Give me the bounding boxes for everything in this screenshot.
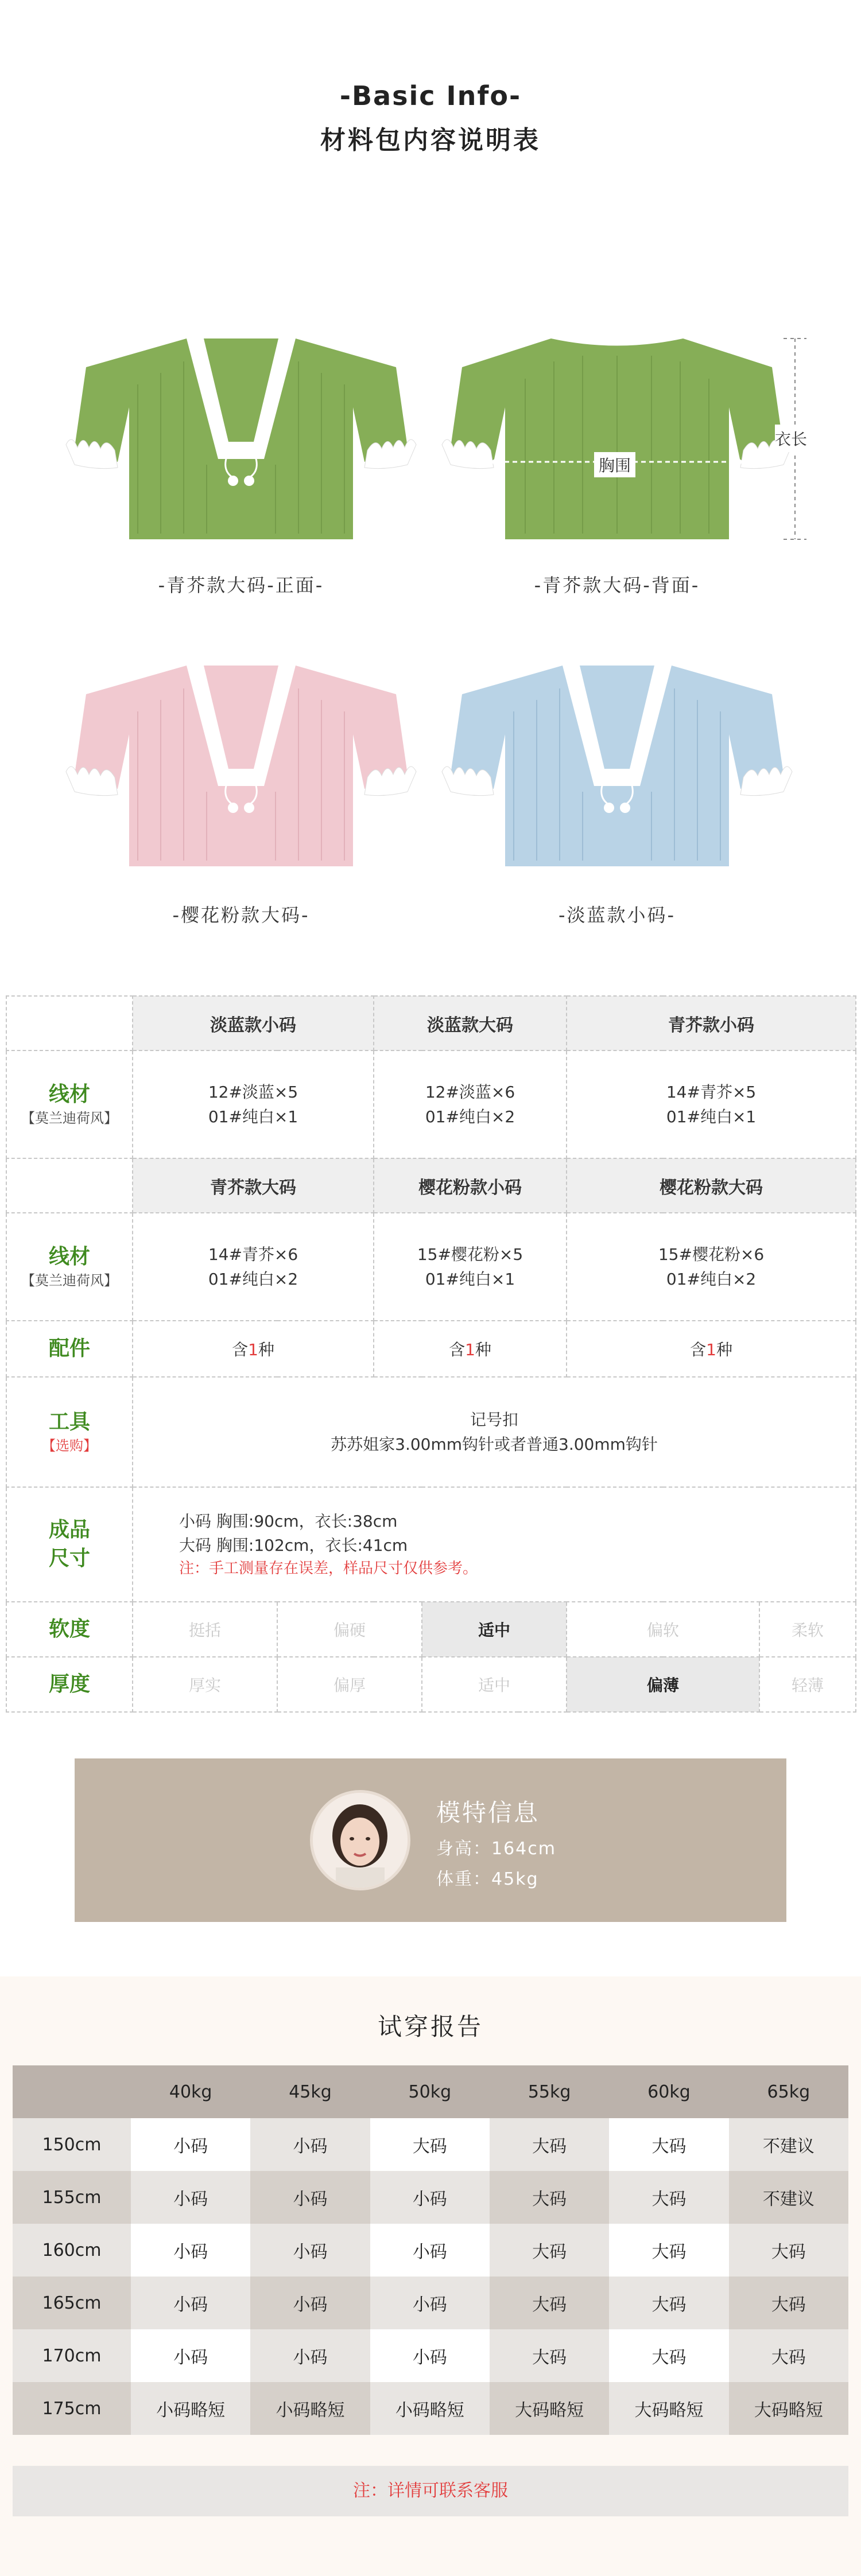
yarn-value: 15#樱花粉×6: [658, 1244, 765, 1264]
thickness-option: 轻薄: [759, 1657, 856, 1712]
size-cell: 大码: [609, 2277, 728, 2329]
accessory-text: 含: [232, 1340, 249, 1359]
fitting-header-row: [13, 2065, 848, 2118]
height-label: 160cm: [13, 2224, 131, 2277]
size-cell: 不建议: [729, 2171, 848, 2224]
size-cell: 大码略短: [729, 2382, 848, 2435]
size-cell: 大码略短: [609, 2382, 728, 2435]
yarn-value: 01#纯白×1: [666, 1107, 757, 1126]
accessory-text: 含: [449, 1340, 466, 1359]
size-label: 尺寸: [48, 1547, 90, 1570]
size-cell: 小码: [250, 2329, 370, 2382]
size-cell: 大码: [729, 2224, 848, 2277]
yarn-value: 01#纯白×1: [208, 1107, 298, 1126]
yarn-value: 14#青芥×5: [666, 1082, 757, 1102]
yarn-value: 01#纯白×1: [425, 1270, 515, 1289]
fitting-row: [13, 2382, 848, 2435]
garment-blue: [439, 654, 795, 878]
yarn-value: 14#青芥×6: [208, 1244, 298, 1264]
size-cell: 大码: [729, 2277, 848, 2329]
report-title: 试穿报告: [377, 2013, 483, 2041]
caption-green-back: -青芥款大码-背面-: [534, 574, 700, 596]
col-header: 青芥款小码: [567, 996, 856, 1050]
height-label: 150cm: [13, 2118, 131, 2171]
height-label: 165cm: [13, 2277, 131, 2329]
garment-green-back: [439, 327, 818, 551]
size-cell: 小码: [250, 2171, 370, 2224]
size-note: 注：手工测量存在误差，样品尺寸仅供参考。: [179, 1559, 478, 1577]
accessory-text: 含: [690, 1340, 707, 1359]
yarn-sublabel: 【莫兰迪荷风】: [21, 1110, 118, 1127]
size-cell: 小码: [370, 2171, 490, 2224]
yarn-header-row-2: [6, 1158, 856, 1213]
softness-option: 挺括: [133, 1602, 277, 1657]
fitting-row: [13, 2329, 848, 2382]
size-row: [6, 1487, 856, 1602]
size-cell: 小码: [131, 2171, 250, 2224]
accessory-count: 1: [706, 1340, 716, 1359]
fitting-row: [13, 2118, 848, 2171]
size-cell: 大码: [609, 2118, 728, 2171]
yarn-value: 15#樱花粉×5: [417, 1244, 523, 1264]
tool-label: 工具: [48, 1410, 90, 1434]
tool-sublabel: 【选购】: [42, 1438, 97, 1454]
size-cell: 大码: [609, 2171, 728, 2224]
caption-green-front: -青芥款大码-正面-: [158, 574, 324, 596]
weight-header: 65kg: [729, 2065, 848, 2118]
thickness-row: [6, 1657, 856, 1712]
tool-item: 记号扣: [470, 1410, 519, 1429]
yarn-value: 01#纯白×2: [666, 1270, 757, 1289]
yarn-label: 线材: [48, 1083, 90, 1106]
model-info-card: [75, 1758, 786, 1922]
yarn-sublabel: 【莫兰迪荷风】: [21, 1273, 118, 1289]
size-cell: 小码: [250, 2224, 370, 2277]
garment-pink: [63, 654, 419, 878]
accessory-count: 1: [465, 1340, 475, 1359]
model-height: 身高：164cm: [436, 1839, 556, 1859]
col-header: 樱花粉款小码: [374, 1158, 567, 1213]
model-avatar: [310, 1790, 410, 1890]
softness-row: [6, 1602, 856, 1657]
size-cell: 小码: [131, 2118, 250, 2171]
size-cell: 小码略短: [131, 2382, 250, 2435]
thickness-option: 偏厚: [277, 1657, 422, 1712]
col-header: 樱花粉款大码: [567, 1158, 856, 1213]
size-cell: 不建议: [729, 2118, 848, 2171]
softness-option: 柔软: [759, 1602, 856, 1657]
size-cell: 大码: [490, 2171, 609, 2224]
title-english: -Basic Info-: [339, 80, 522, 111]
size-cell: 小码: [370, 2277, 490, 2329]
materials-table: [6, 995, 856, 1713]
model-title: 模特信息: [436, 1799, 540, 1827]
label-chest: 胸围: [594, 452, 635, 477]
fitting-report: [0, 1976, 861, 2576]
fitting-row: [13, 2277, 848, 2329]
contact-note: 注：详情可联系客服: [13, 2466, 848, 2516]
size-cell: 大码: [609, 2224, 728, 2277]
size-cell: 大码略短: [490, 2382, 609, 2435]
garment-green-front: [63, 327, 419, 551]
accessory-text: 种: [258, 1340, 274, 1359]
label-length: 衣长: [775, 425, 807, 452]
yarn-value: 12#淡蓝×5: [208, 1082, 298, 1102]
weight-header: 55kg: [490, 2065, 609, 2118]
softness-option: 偏硬: [277, 1602, 422, 1657]
col-header: 淡蓝款大码: [374, 996, 567, 1050]
softness-label: 软度: [6, 1602, 133, 1657]
thickness-option: 适中: [422, 1657, 567, 1712]
height-label: 175cm: [13, 2382, 131, 2435]
size-cell: 大码: [490, 2224, 609, 2277]
height-label: 155cm: [13, 2171, 131, 2224]
col-header: 淡蓝款小码: [133, 996, 374, 1050]
size-cell: 小码: [250, 2277, 370, 2329]
col-header: 青芥款大码: [133, 1158, 374, 1213]
caption-blue: -淡蓝款小码-: [558, 904, 676, 926]
weight-header: 40kg: [131, 2065, 250, 2118]
size-cell: 小码: [131, 2329, 250, 2382]
size-small: 小码 胸围:90cm，衣长:38cm: [179, 1511, 398, 1531]
yarn-header-row-1: [6, 996, 856, 1050]
size-label: 成品: [48, 1517, 90, 1542]
tool-row: [6, 1377, 856, 1487]
size-cell: 大码: [609, 2329, 728, 2382]
yarn-row-1: [6, 1050, 856, 1158]
fitting-table: [13, 2065, 848, 2435]
thickness-option-selected: 偏薄: [567, 1657, 759, 1712]
size-cell: 小码: [250, 2118, 370, 2171]
tool-item: 苏苏姐家3.00mm钩针或者普通3.00mm钩针: [331, 1435, 658, 1454]
size-cell: 小码: [131, 2277, 250, 2329]
accessory-text: 种: [475, 1340, 491, 1359]
thickness-option: 厚实: [133, 1657, 277, 1712]
weight-header: 60kg: [609, 2065, 728, 2118]
corner-cell: [13, 2065, 131, 2118]
size-cell: 大码: [490, 2329, 609, 2382]
softness-option: 偏软: [567, 1602, 759, 1657]
yarn-value: 01#纯白×2: [208, 1270, 298, 1289]
page-header: [0, 80, 861, 156]
softness-option-selected: 适中: [422, 1602, 567, 1657]
size-cell: 小码略短: [370, 2382, 490, 2435]
height-label: 170cm: [13, 2329, 131, 2382]
yarn-row-2: [6, 1213, 856, 1321]
fitting-row: [13, 2171, 848, 2224]
fitting-row: [13, 2224, 848, 2277]
model-weight: 体重：45kg: [436, 1869, 539, 1889]
weight-header: 45kg: [250, 2065, 370, 2118]
size-cell: 大码: [370, 2118, 490, 2171]
accessory-row: [6, 1321, 856, 1377]
weight-header: 50kg: [370, 2065, 490, 2118]
size-cell: 大码: [490, 2277, 609, 2329]
accessory-label: 配件: [6, 1321, 133, 1377]
size-cell: 小码: [131, 2224, 250, 2277]
caption-pink: -樱花粉款大码-: [172, 904, 310, 926]
size-large: 大码 胸围:102cm，衣长:41cm: [179, 1535, 408, 1555]
yarn-value: 12#淡蓝×6: [425, 1082, 515, 1102]
title-chinese: 材料包内容说明表: [320, 126, 541, 155]
size-cell: 大码: [729, 2329, 848, 2382]
size-cell: 小码: [370, 2329, 490, 2382]
size-cell: 小码: [370, 2224, 490, 2277]
accessory-text: 种: [716, 1340, 732, 1359]
yarn-label: 线材: [48, 1245, 90, 1268]
size-cell: 小码略短: [250, 2382, 370, 2435]
thickness-label: 厚度: [6, 1657, 133, 1712]
yarn-value: 01#纯白×2: [425, 1107, 515, 1126]
accessory-count: 1: [248, 1340, 258, 1359]
size-cell: 大码: [490, 2118, 609, 2171]
